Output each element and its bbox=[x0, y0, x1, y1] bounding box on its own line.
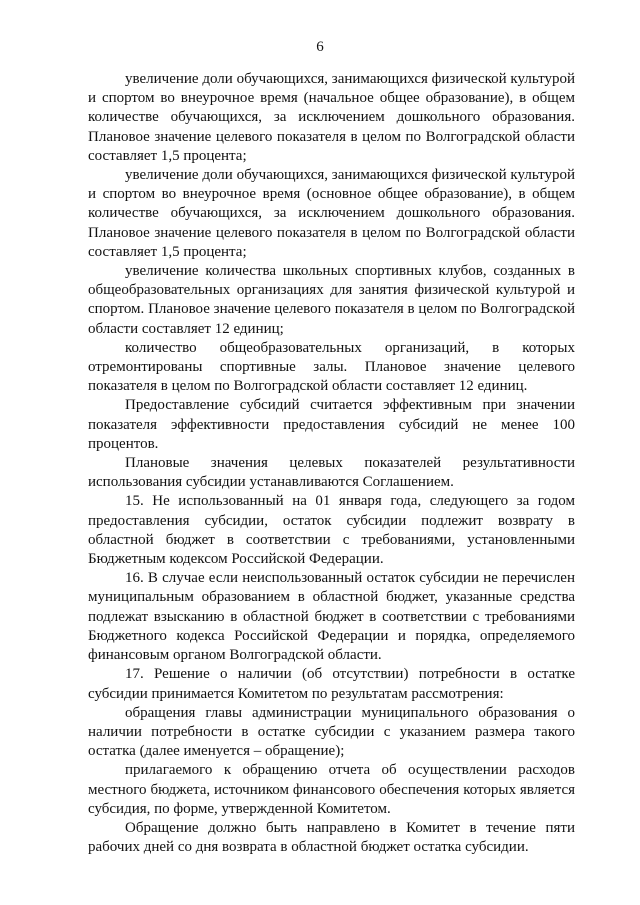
paragraph-item-17: 17. Решение о наличии (об отсутствии) потребности в остатке субсидии принимается Комитетом по результатам рассмотрения: bbox=[88, 666, 575, 702]
paragraph: Предоставление субсидий считается эффективным при значении показателя эффективности предоставления субсидий не менее 100 процентов. bbox=[88, 397, 575, 452]
paragraph: прилагаемого к обращению отчета об осуществлении расходов местного бюджета, источником финансового обеспечения которых является субсидия, по форме, утвержденной Комитетом. bbox=[88, 762, 575, 817]
paragraph: увеличение количества школьных спортивных клубов, созданных в общеобразовательных организациях для занятия физической культурой и спортом. Плановое значение целевого показателя в целом по Волгоградской области составляет 12 единиц; bbox=[88, 263, 575, 337]
paragraph: Плановые значения целевых показателей результативности использования субсидии устанавливаются Соглашением. bbox=[88, 455, 575, 491]
paragraph: количество общеобразовательных организаций, в которых отремонтированы спортивные залы. Плановое значение целевого показателя в целом по Волгоградской области составляет 12 единиц. bbox=[88, 339, 575, 395]
paragraph: увеличение доли обучающихся, занимающихся физической культурой и спортом во внеурочное время (основное общее образование), в общем количестве обучающихся, за исключением дошкольного образования. Плановое значение целевого показателя в целом по Волгоградской области составляет 1,5 процента; bbox=[88, 167, 575, 260]
paragraph: обращения главы администрации муниципального образования о наличии потребности в остатке субсидии с указанием размера такого остатка (далее именуется – обращение); bbox=[88, 704, 575, 760]
paragraph: Обращение должно быть направлено в Комитет в течение пяти рабочих дней со дня возврата в областной бюджет остатка субсидии. bbox=[88, 819, 575, 856]
document-body bbox=[88, 70, 575, 857]
paragraph-item-16: 16. В случае если неиспользованный остаток субсидии не перечислен муниципальным образованием в областной бюджет, указанные средства подлежат взысканию в областной бюджет в соответствии с требованиями Бюджетного кодекса Российской Федерации и порядка, определяемого финансовым органом Волгоградской области. bbox=[88, 570, 575, 664]
page-number: 6 bbox=[316, 39, 324, 55]
paragraph: увеличение доли обучающихся, занимающихся физической культурой и спортом во внеурочное время (начальное общее образование), в общем количестве обучающихся, за исключением дошкольного образования. Плановое значение целевого показателя в целом по Волгоградской области составляет 1,5 процента; bbox=[88, 71, 575, 164]
paragraph-item-15: 15. Не использованный на 01 января года, следующего за годом предоставления субсидии, остаток субсидии подлежит возврату в областной бюджет в соответствии с требованиями, установленными Бюджетным кодексом Российской Федерации. bbox=[88, 493, 575, 568]
